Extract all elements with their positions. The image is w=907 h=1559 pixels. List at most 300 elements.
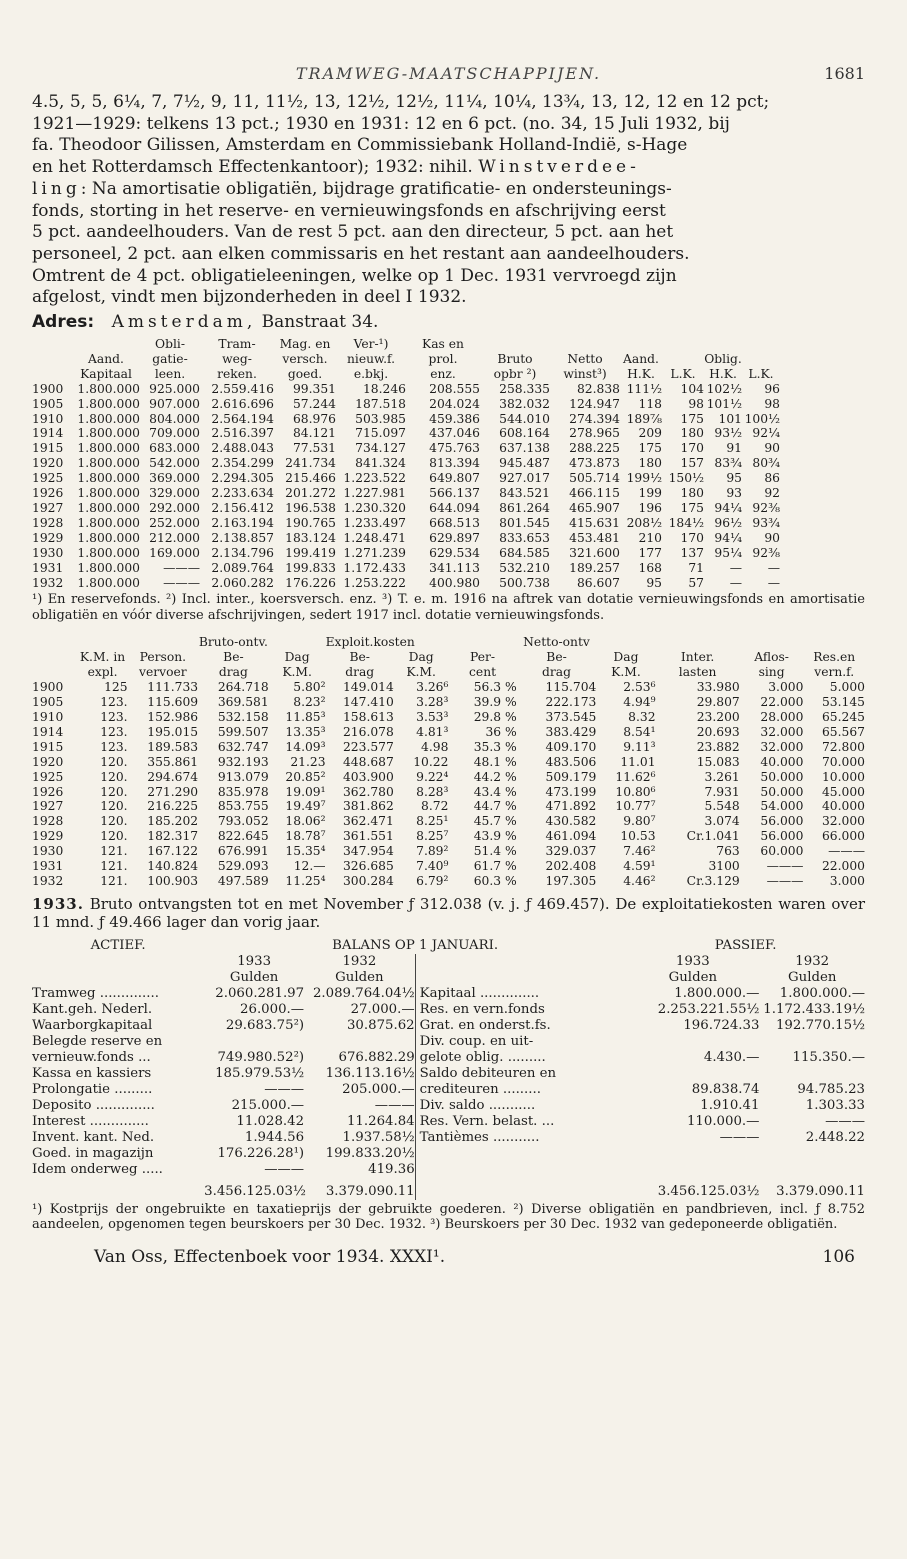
balance-item-label: Waarborgkapitaal [32, 1017, 153, 1033]
table-row [32, 382, 865, 397]
table-cell: 71 [688, 560, 704, 575]
balance-amount: 1.303.33 [805, 1097, 865, 1113]
table-cell: 1.800.000 [77, 396, 140, 411]
balance-amount: 749.980.52²) [217, 1049, 305, 1065]
header-row [32, 337, 865, 352]
balance-unit: Gulden [788, 969, 837, 985]
table-cell: 120. [100, 754, 128, 769]
table-cell: 197.305 [545, 873, 597, 888]
table-cell: — [767, 560, 780, 575]
table-cell: 101½ [706, 396, 742, 411]
table-cell: 843.521 [499, 486, 550, 501]
column-header [662, 352, 704, 367]
balance-item-label: Tantièmes ........... [415, 1130, 626, 1146]
table-cell: 1.800.000 [77, 545, 140, 560]
table-cell: 278.965 [569, 426, 620, 441]
balance-amount [626, 1146, 759, 1162]
table-cell: 66.000 [821, 829, 865, 844]
table-cell: 180 [680, 486, 704, 501]
balance-amount: ——— [264, 1081, 305, 1097]
table-cell: 11.01 [620, 754, 656, 769]
row-year: 1925 [32, 471, 64, 486]
address-label: Adres: [32, 312, 95, 333]
balance-item-label: Kapitaal .............. [415, 986, 626, 1002]
table-cell: 120. [100, 799, 128, 814]
table-cell: 1.800.000 [77, 471, 140, 486]
table-cell: 2.294.305 [211, 471, 274, 486]
table-cell: 195.015 [147, 724, 199, 739]
balance-unit-row [32, 970, 865, 986]
balance-amount: 110.000.— [686, 1113, 760, 1129]
page-number: 1681 [824, 64, 865, 83]
table-cell: 86 [764, 471, 780, 486]
table-cell: 95 [726, 471, 742, 486]
table-cell: 676.991 [217, 844, 269, 859]
table-cell: 15.083 [696, 754, 740, 769]
table-cell: 60.000 [760, 844, 804, 859]
balance-item-label: Res. Vern. belast. ... [415, 1114, 626, 1130]
intro-line [32, 157, 865, 179]
footer-source: Van Oss, Effectenboek voor 1934. XXXI¹. [94, 1246, 446, 1267]
table-cell: 40.000 [821, 799, 865, 814]
table-cell: 118 [638, 396, 662, 411]
table-cell: 22.000 [821, 859, 865, 874]
balance-amount: 30.875.62 [346, 1017, 415, 1033]
table-cell: 124.947 [569, 396, 620, 411]
table-cell: 8.25¹ [416, 814, 449, 829]
table-cell: 56.000 [760, 829, 804, 844]
column-header: Oblig. [704, 351, 742, 366]
running-title: TRAMWEG-MAATSCHAPPIJEN. [295, 64, 602, 83]
table-cell: 927.017 [499, 471, 550, 486]
balance-row [32, 1162, 865, 1178]
table-cell: 10.53 [620, 829, 656, 844]
balance-amount [759, 1034, 865, 1050]
table-cell: 403.900 [342, 769, 394, 784]
table-cell: 32.000 [760, 739, 804, 754]
table-cell: 4.46² [623, 873, 656, 888]
table-cell: 734.127 [355, 441, 406, 456]
header-row [32, 367, 865, 382]
balance-row [32, 1082, 865, 1098]
row-year: 1915 [32, 739, 64, 754]
table-cell: 189.583 [147, 739, 199, 754]
table-cell: 3.261 [704, 769, 740, 784]
column-header: Aand. [88, 351, 124, 366]
table-cell: 4.81³ [416, 724, 449, 739]
table-footnote: ¹) En reservefonds. ²) Incl. inter., koersversch. enz. ³) T. e. m. 1916 na aftrek van dotatie vernieuwingsfonds en amortisatie obligatiën en vóór diverse afschrijvingen, sedert 1917 incl. dotatie vernieuwingsfonds. [32, 592, 865, 623]
table-cell: 505.714 [569, 471, 620, 486]
table-row [32, 740, 865, 755]
balance-amount: 1.172.433.19½ [763, 1001, 865, 1017]
column-header: H.K. [709, 366, 737, 381]
row-year: 1927 [32, 799, 64, 814]
footer-sheet-number: 106 [822, 1246, 855, 1267]
table-cell: 176.226 [285, 575, 336, 590]
table-cell: 382.032 [499, 396, 550, 411]
table-cell: 2.233.634 [211, 486, 274, 501]
column-header: Ver-¹) [353, 337, 389, 352]
balance-title-row [32, 938, 865, 954]
note-text: Bruto ontvangsten tot en met November ƒ 312.038 (v. j. ƒ 469.457). De exploitatiekosten waren over 11 mnd. ƒ 49.466 lager dan vorig jaar. [32, 894, 865, 932]
balance-item-label [415, 1162, 626, 1178]
table-cell: 1.800.000 [77, 486, 140, 501]
table-cell: 913.079 [217, 769, 269, 784]
table-cell: 123. [100, 695, 128, 710]
table-cell: 175 [638, 441, 662, 456]
table-cell: 241.734 [285, 456, 336, 471]
table-cell: 629.534 [429, 545, 480, 560]
table-cell: 18.78⁷ [285, 829, 326, 844]
table-cell: 7.46² [623, 844, 656, 859]
column-header: weg- [222, 351, 252, 366]
table-cell: 473.873 [569, 456, 620, 471]
balance-right-title: PASSIEF. [714, 937, 777, 953]
table-cell: 347.954 [342, 844, 394, 859]
table-cell: 180 [638, 456, 662, 471]
row-year: 1926 [32, 784, 64, 799]
table-cell: 252.000 [149, 515, 200, 530]
table-cell: 437.046 [429, 426, 480, 441]
table-cell: 93½ [714, 426, 742, 441]
table-cell: 637.138 [499, 441, 550, 456]
table-cell: 20.85² [285, 769, 326, 784]
balance-amount: 419.36 [368, 1161, 415, 1177]
balance-amount [204, 1034, 304, 1050]
balance-row [32, 1050, 865, 1066]
table-cell: 123. [100, 724, 128, 739]
balance-amount [759, 1146, 865, 1162]
table-cell: 212.000 [149, 530, 200, 545]
table-cell: 7.89² [416, 844, 449, 859]
balance-amount: 2.089.764.04½ [312, 985, 415, 1001]
table-cell: ——— [163, 575, 200, 590]
table-cell: 945.487 [499, 456, 550, 471]
row-year: 1920 [32, 456, 64, 471]
column-header: cent [469, 665, 497, 680]
table-cell: 684.585 [499, 545, 550, 560]
table-cell: 5.000 [829, 680, 865, 695]
table-cell: 2.354.299 [211, 456, 274, 471]
table-cell: 473.199 [545, 784, 597, 799]
note-year: 1933. [32, 894, 84, 913]
table-row [32, 546, 865, 561]
table-cell: 11.25⁴ [285, 873, 326, 888]
table-cell: 86.607 [576, 575, 620, 590]
table-cell: 33.980 [696, 680, 740, 695]
row-year: 1925 [32, 769, 64, 784]
balance-amount: 89.838.74 [691, 1081, 760, 1097]
table-cell: 120. [100, 769, 128, 784]
table-cell: 471.892 [545, 799, 597, 814]
table-cell: 215.466 [285, 471, 336, 486]
balance-item-label: Kassa en kassiers [32, 1065, 152, 1081]
table-cell: 925.000 [149, 381, 200, 396]
table-cell: 12.— [293, 859, 326, 874]
table-cell: 123. [100, 739, 128, 754]
table-cell: ——— [766, 873, 804, 888]
column-header: nieuw.f. [346, 351, 396, 366]
table-cell: 48.1 % [473, 754, 517, 769]
balance-unit: Gulden [335, 969, 384, 985]
table-cell: 180 [680, 426, 704, 441]
note-1933 [32, 895, 865, 932]
table-cell: 9.22⁴ [416, 769, 449, 784]
column-header: reken. [217, 366, 257, 381]
intro-line: afgelost, vindt men bijzonderheden in deel I 1932. [32, 287, 467, 308]
column-header [740, 635, 804, 650]
balance-item-label: gelote oblig. ......... [415, 1050, 626, 1066]
table-cell: 123. [100, 709, 128, 724]
row-year: 1905 [32, 695, 64, 710]
balance-item-label: Interest .............. [32, 1113, 149, 1129]
table-cell: 56.000 [760, 814, 804, 829]
table-cell: 196 [638, 501, 662, 515]
column-header: H.K. [627, 366, 655, 381]
column-header: Dag [284, 650, 310, 665]
balance-item-label: vernieuw.fonds ... [32, 1049, 151, 1065]
balance-year-row [32, 954, 865, 970]
row-year: 1920 [32, 754, 64, 769]
table-cell: 53.145 [821, 695, 865, 710]
balance-total: 3.456.125.03½ [657, 1183, 760, 1199]
column-header [803, 635, 865, 650]
table-cell: 835.978 [217, 784, 269, 799]
table-cell: 381.862 [342, 799, 394, 814]
column-header [32, 635, 78, 650]
table-cell: 199 [638, 486, 662, 501]
balance-row [32, 1098, 865, 1114]
balance-amount: ——— [825, 1113, 865, 1129]
table-cell: 715.097 [355, 426, 406, 441]
column-header [742, 337, 780, 352]
table-cell: 453.481 [569, 530, 620, 545]
table-cell: 147.410 [342, 695, 394, 710]
column-header: winst³) [563, 366, 607, 381]
table-row [32, 426, 865, 441]
table-cell: 77.531 [292, 441, 336, 456]
table-cell: 70.000 [821, 754, 865, 769]
table-cell: 35.3 % [473, 739, 517, 754]
table-cell: 1.230.320 [343, 501, 406, 515]
row-year: 1926 [32, 486, 64, 501]
table-cell: 644.094 [429, 501, 480, 515]
balance-item-label: Idem onderweg ..... [32, 1161, 163, 1177]
balance-amount: 192.770.15½ [775, 1017, 865, 1033]
table-cell: 56.3 % [473, 680, 517, 695]
table-row [32, 755, 865, 770]
table-cell: 29.8 % [473, 709, 517, 724]
table-cell: 300.284 [342, 873, 394, 888]
column-header: K.M. [406, 665, 436, 680]
row-year: 1910 [32, 709, 64, 724]
balance-item-label: Prolongatie ......... [32, 1081, 153, 1097]
table-cell: 3.000 [768, 680, 804, 695]
table-cell: 1.800.000 [77, 381, 140, 396]
balance-amount: 1.937.58½ [342, 1129, 415, 1145]
table-cell: 202.408 [545, 859, 597, 874]
row-year: 1929 [32, 829, 64, 844]
table-cell: 183.124 [285, 530, 336, 545]
table-cell: 430.582 [545, 814, 597, 829]
column-header: drag [218, 665, 248, 680]
table-cell: 187.518 [355, 396, 406, 411]
table-cell: 210 [638, 530, 662, 545]
table-cell: 362.471 [342, 814, 394, 829]
table-cell: Cr.3.129 [686, 873, 740, 888]
table-cell: 804.000 [149, 411, 200, 426]
table-cell: 542.000 [149, 456, 200, 471]
column-header: Res.en [813, 650, 856, 665]
table-cell: 9.80⁷ [623, 814, 656, 829]
table-cell: 415.631 [569, 515, 620, 530]
table-cell: 170 [680, 530, 704, 545]
table-cell: 683.000 [149, 441, 200, 456]
table-cell: 11.62⁶ [615, 769, 656, 784]
balance-amount [626, 1162, 759, 1178]
table-cell: 2.156.412 [211, 501, 274, 515]
row-year: 1929 [32, 530, 64, 545]
table-cell: 369.581 [217, 695, 269, 710]
balance-amount: 1.910.41 [700, 1097, 760, 1113]
table-cell: 61.7 % [473, 859, 517, 874]
table-cell: 100.903 [147, 873, 199, 888]
table-cell: 2.089.764 [211, 560, 274, 575]
row-year: 1930 [32, 545, 64, 560]
table-cell: 6.79² [416, 873, 449, 888]
table-cell: 1.233.497 [343, 515, 406, 530]
balance-item-label: Grat. en onderst.fs. [415, 1018, 626, 1034]
header-row [32, 650, 865, 665]
table-cell: 503.985 [355, 411, 406, 426]
balance-amount: 1.800.000.— [674, 985, 760, 1001]
balance-amount: 176.226.28¹) [217, 1145, 305, 1161]
table-cell: 209 [638, 426, 662, 441]
table-cell: 201.272 [285, 486, 336, 501]
table-cell: 632.747 [217, 739, 269, 754]
table-cell: 196.538 [285, 501, 336, 515]
balance-row [32, 986, 865, 1002]
column-header: Netto [567, 351, 603, 366]
table-cell: 459.386 [429, 411, 480, 426]
table-cell: 4.59¹ [623, 859, 656, 874]
table-cell: 57 [688, 575, 704, 590]
table-cell: ——— [163, 560, 200, 575]
table-cell: 167.122 [147, 844, 199, 859]
column-header [704, 337, 742, 352]
table-cell: 341.113 [429, 560, 480, 575]
balance-amount [626, 1066, 759, 1082]
column-header: enz. [430, 366, 456, 381]
table-cell: 98 [764, 396, 780, 411]
table-cell: 96 [764, 381, 780, 396]
table-cell: 93¾ [752, 515, 780, 530]
balance-item-label: Tramweg .............. [32, 985, 159, 1001]
table-cell: 115.609 [147, 695, 199, 710]
table-cell: 465.907 [569, 501, 620, 515]
table-cell: 13.35³ [285, 724, 326, 739]
column-header: Tram- [218, 337, 256, 352]
balance-amount: 94.785.23 [797, 1081, 865, 1097]
table-cell: 1.800.000 [77, 441, 140, 456]
balance-year: 1932 [795, 953, 830, 969]
column-header [662, 337, 704, 352]
table-cell: 7.931 [704, 784, 740, 799]
table-cell: 36 % [485, 724, 517, 739]
balance-amount: 11.028.42 [236, 1113, 305, 1129]
table-row [32, 799, 865, 814]
balance-amount: 4.430.— [703, 1049, 760, 1065]
table-cell: 2.138.857 [211, 530, 274, 545]
table-cell: 222.173 [545, 695, 597, 710]
balance-amount: 115.350.— [792, 1049, 865, 1065]
table-cell: 216.225 [147, 799, 199, 814]
balance-item-label: Goed. in magazijn [32, 1145, 154, 1161]
table-cell: 204.024 [429, 396, 480, 411]
table-row [32, 501, 865, 516]
column-header: L.K. [670, 366, 696, 381]
balance-amount [759, 1066, 865, 1082]
table-cell: 466.115 [569, 486, 620, 501]
table-cell: 8.25⁷ [416, 829, 449, 844]
table-cell: 288.225 [569, 441, 620, 456]
intro-text [32, 92, 865, 309]
table-row [32, 441, 865, 456]
table-cell: 170 [680, 441, 704, 456]
table-cell: 649.807 [429, 471, 480, 486]
table-row [32, 785, 865, 800]
balance-amount [304, 1034, 415, 1050]
table-cell: 168 [638, 560, 662, 575]
table-row [32, 486, 865, 501]
table-cell: 271.290 [147, 784, 199, 799]
table-row [32, 844, 865, 859]
table-cell: 83¾ [714, 456, 742, 471]
table-cell: 3.28³ [416, 695, 449, 710]
table-cell: 532.158 [217, 709, 269, 724]
table-cell: 177 [638, 545, 662, 560]
table-cell: 140.824 [147, 859, 199, 874]
column-header [656, 635, 740, 650]
table-cell: 801.545 [499, 515, 550, 530]
table-cell: 1.800.000 [77, 515, 140, 530]
table-cell: 43.4 % [473, 784, 517, 799]
row-year: 1927 [32, 501, 64, 515]
table-cell: 18.246 [362, 381, 406, 396]
column-header [620, 337, 662, 352]
table-cell: 1.248.471 [343, 530, 406, 545]
table-cell: 8.32 [628, 709, 656, 724]
column-header [269, 635, 326, 650]
table-cell: 497.589 [217, 873, 269, 888]
column-header: K.M. [611, 665, 641, 680]
balance-amount: 29.683.75²) [225, 1017, 305, 1033]
table-cell: 84.121 [292, 426, 336, 441]
intro-line: Omtrent de 4 pct. obligatieleeningen, welke op 1 Dec. 1931 vervroegd zijn [32, 265, 677, 286]
table-cell: 5.80² [293, 680, 326, 695]
table-row [32, 456, 865, 471]
table-cell: 150½ [668, 471, 704, 486]
address-street: Banstraat 34. [261, 312, 379, 333]
row-year: 1914 [32, 426, 64, 441]
table-cell: 2.53⁶ [623, 680, 656, 695]
column-header: drag [345, 665, 375, 680]
balance-row [32, 1034, 865, 1050]
column-header: Kas en [422, 337, 464, 352]
table-cell: 294.674 [147, 769, 199, 784]
table-cell: 2.060.282 [211, 575, 274, 590]
table-cell: 3.53³ [416, 709, 449, 724]
